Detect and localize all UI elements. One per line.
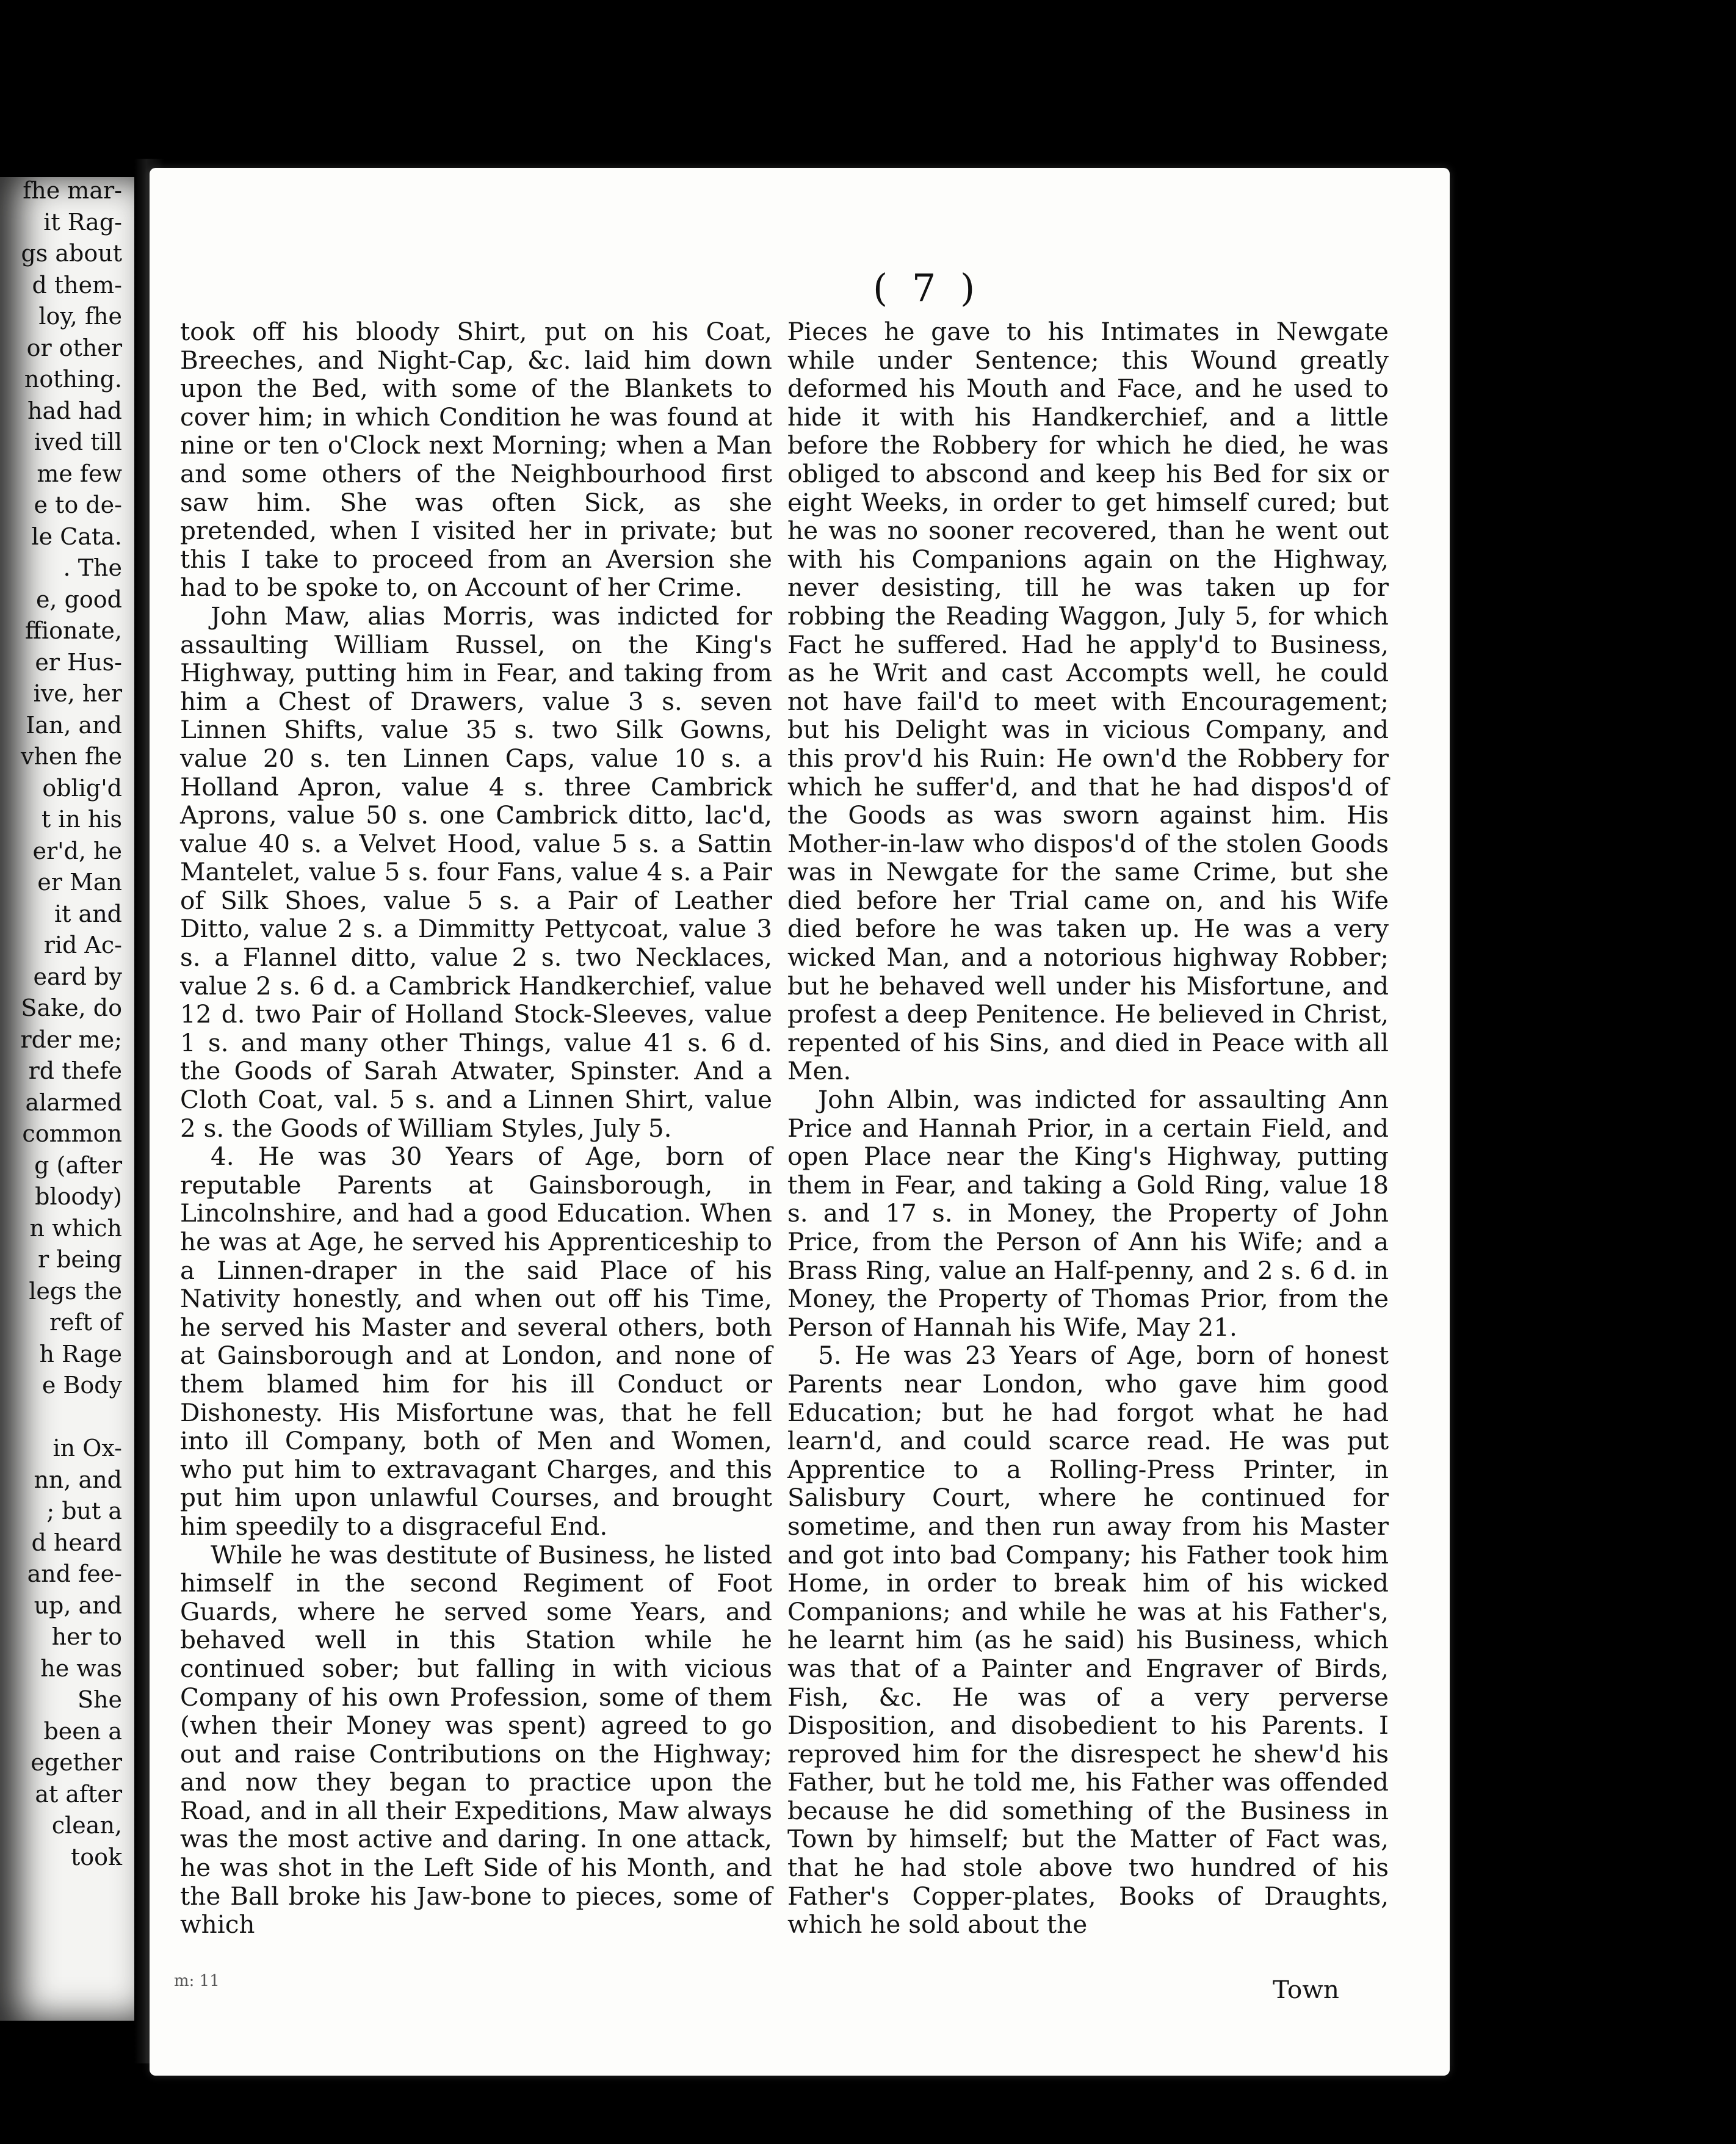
margin-fragment: h Rage	[39, 1340, 122, 1367]
margin-fragment: . The	[63, 554, 122, 581]
margin-fragment: fhe mar-	[23, 177, 122, 204]
margin-fragment: me few	[37, 460, 122, 487]
margin-fragment: g (after	[34, 1151, 122, 1179]
margin-fragment: took	[70, 1843, 122, 1871]
margin-fragment: it Rag-	[43, 208, 122, 236]
margin-fragment: had had	[27, 397, 122, 424]
paragraph: 5. He was 23 Years of Age, born of honest Parents near London, who gave him good Education; but he had forgot what he had learn'd, and could scarce read. He was put Apprentice to a Rolling-Press Printer, in Salisbury Court, where he continued for sometime, and then run away from his Master and got into bad Company; his Father took him Home, in order to break him of his wicked Companions; and while he was at his Father's, he learnt him (as he said) his Business, which was that of a Painter and Engraver of Birds, Fish, &c. He was of a very perverse Disposition, and disobedient to his Parents. I reproved him for the disrespect he shew'd his Father, but he told me, his Father was offended because he did something of the Business in Town by himself; but the Matter of Fact was, that he had stole above two hundred of his Father's Copper-plates, Books of Draughts, which he sold about the	[787, 1341, 1389, 1939]
paragraph: took off his bloody Shirt, put on his Coat, Breeches, and Night-Cap, &c. laid him down upon the Bed, with some of the Blankets to cover him; in which Condition he was found at nine or ten o'Clock next Morning; when a Man and some others of the Neighbourhood first saw him. She was often Sick, as she pretended, when I visited her in private; but this I take to proceed from an Aversion she had to be spoke to, on Account of her Crime.	[180, 317, 772, 603]
margin-fragment: rid Ac-	[43, 932, 122, 958]
margin-fragment: eard by	[33, 963, 122, 990]
margin-fragment: legs the	[29, 1277, 122, 1305]
catchword: Town	[1273, 1975, 1340, 2004]
margin-fragment: e, good	[35, 585, 122, 613]
margin-fragment: up, and	[34, 1592, 122, 1619]
page-number: ( 7 )	[873, 266, 982, 310]
margin-fragment: at after	[35, 1780, 122, 1808]
paragraph: John Albin, was indicted for assaulting Ann Price and Hannah Prior, in a certain Field, and open Place near the King's Highway, putting them in Fear, and taking a Gold Ring, value 18 s. and 17 s. in Money, the Property of John Price, from the Person of Ann his Wife; and a Brass Ring, value an Half-penny, and 2 s. 6 d. in Money, the Property of Thomas Prior, from the Person of Hannah his Wife, May 21.	[787, 1085, 1389, 1342]
margin-fragment: e to de-	[34, 491, 122, 518]
paragraph: Pieces he gave to his Intimates in Newgate while under Sentence; this Wound greatly deformed his Mouth and Face, and he used to hide it with his Handkerchief, and a little before the Robbery for which he died, he was obliged to abscond and keep his Bed for six or eight Weeks, in order to get himself cured; but he was no sooner recovered, than he went out with his Companions again on the Highway, never desisting, till he was taken up for robbing the Reading Waggon, July 5, for which Fact he suffered. Had he apply'd to Business, as he Writ and cast Accompts well, he could not have fail'd to meet with Encouragement; but his Delight was in vicious Company, and this prov'd his Ruin: He own'd the Robbery for which he suffer'd, and that he had dispos'd of the Goods as was sworn against him. His Mother-in-law who dispos'd of the stolen Goods was in Newgate for the same Crime, but she died before her Trial came on, and his Wife died before he was taken up. He was a very wicked Man, and a notorious highway Robber; but he behaved well under his Misfortune, and profest a deep Penitence. He believed in Christ, repented of his Sins, and died in Peace with all Men.	[787, 317, 1389, 1086]
margin-fragment: nothing.	[24, 366, 122, 393]
margin-fragment: t in his	[41, 806, 122, 833]
margin-fragment: he was	[40, 1654, 122, 1682]
margin-fragment: vhen fhe	[20, 743, 122, 770]
margin-fragment: Sake, do	[21, 994, 122, 1021]
margin-fragment: and fee-	[27, 1560, 122, 1587]
margin-fragment: in Ox-	[52, 1435, 122, 1461]
margin-fragment: ived till	[34, 429, 122, 455]
paragraph: While he was destitute of Business, he listed himself in the second Regiment of Foot Guards, where he served some Years, and behaved well in this Station while he continued sober; but falling in with vicious Company of his own Profession, some of them (when their Money was spent) agreed to go out and raise Contributions on the Highway; and now they began to practice upon the Road, and in all their Expeditions, Maw always was the most active and daring. In one attack, he was shot in the Left Side of his Month, and the Ball broke his Jaw-bone to pieces, some of which	[180, 1540, 772, 1939]
margin-fragment: n which	[29, 1214, 122, 1242]
margin-fragment: egether	[31, 1749, 122, 1776]
margin-fragment: clean,	[51, 1812, 122, 1839]
margin-fragment: alarmed	[25, 1088, 122, 1116]
margin-fragment: it and	[54, 900, 122, 927]
margin-fragment: reft of	[49, 1309, 122, 1336]
margin-fragment: rd thefe	[28, 1057, 122, 1084]
right-column	[787, 317, 1389, 1939]
margin-fragment: d them-	[32, 271, 122, 299]
margin-fragment: ffionate,	[25, 617, 122, 644]
margin-fragment: r being	[37, 1246, 122, 1273]
margin-fragment: her to	[51, 1623, 122, 1650]
margin-fragment: She	[78, 1686, 122, 1713]
facing-page-fragment	[0, 177, 134, 2021]
book-page	[150, 168, 1450, 2076]
margin-fragment: common	[22, 1120, 122, 1147]
margin-fragment: d heard	[31, 1529, 122, 1556]
margin-fragment: ; but a	[46, 1498, 122, 1524]
margin-fragment: Ian, and	[26, 711, 122, 739]
paragraph: 4. He was 30 Years of Age, born of reputable Parents at Gainsborough, in Lincolnshire, and had a good Education. When he was at Age, he served his Apprenticeship to a Linnen-draper in the said Place of his Nativity honestly, and when out off his Time, he served his Master and several others, both at Gainsborough and at London, and none of them blamed him for his ill Conduct or Dishonesty. His Misfortune was, that he fell into ill Company, both of Men and Women, who put him to extravagant Charges, and this put him upon unlawful Courses, and brought him speedily to a disgraceful End.	[180, 1142, 772, 1541]
margin-fragment: rder me;	[20, 1026, 122, 1053]
margin-fragment: le Cata.	[31, 523, 122, 550]
paragraph: John Maw, alias Morris, was indicted for assaulting William Russel, on the King's Highway, putting him in Fear, and taking from him a Chest of Drawers, value 3 s. seven Linnen Shifts, value 35 s. two Silk Gowns, value 20 s. ten Linnen Caps, value 10 s. a Holland Apron, value 4 s. three Cambrick Aprons, value 50 s. one Cambrick ditto, lac'd, value 40 s. a Velvet Hood, value 5 s. a Sattin Mantelet, value 5 s. four Fans, value 4 s. a Pair of Silk Shoes, value 5 s. a Pair of Leather Ditto, value 2 s. a Dimmitty Pettycoat, value 3 s. a Flannel ditto, value 2 s. two Necklaces, value 2 s. 6 d. a Cambrick Handkerchief, value 12 d. two Pair of Holland Stock-Sleeves, value 1 s. and many other Things, value 41 s. 6 d. the Goods of Sarah Atwater, Spinster. And a Cloth Coat, val. 5 s. and a Linnen Shirt, value 2 s. the Goods of William Styles, July 5.	[180, 601, 772, 1143]
margin-fragment: gs about	[21, 240, 122, 267]
foot-mark: m: 11	[174, 1972, 220, 1990]
margin-fragment: e Body	[42, 1372, 122, 1399]
margin-fragment: oblig'd	[42, 774, 122, 802]
margin-fragment: ive, her	[33, 680, 122, 707]
margin-fragment: loy, fhe	[38, 303, 122, 330]
margin-fragment: bloody)	[35, 1183, 122, 1210]
margin-fragment: or other	[26, 334, 122, 361]
margin-fragment: nn, and	[34, 1466, 122, 1493]
margin-fragment: been a	[43, 1717, 122, 1745]
margin-fragment: er Man	[37, 869, 122, 896]
margin-fragment: er'd, he	[32, 837, 122, 864]
left-column	[180, 317, 772, 1939]
margin-fragment: er Hus-	[35, 648, 122, 676]
